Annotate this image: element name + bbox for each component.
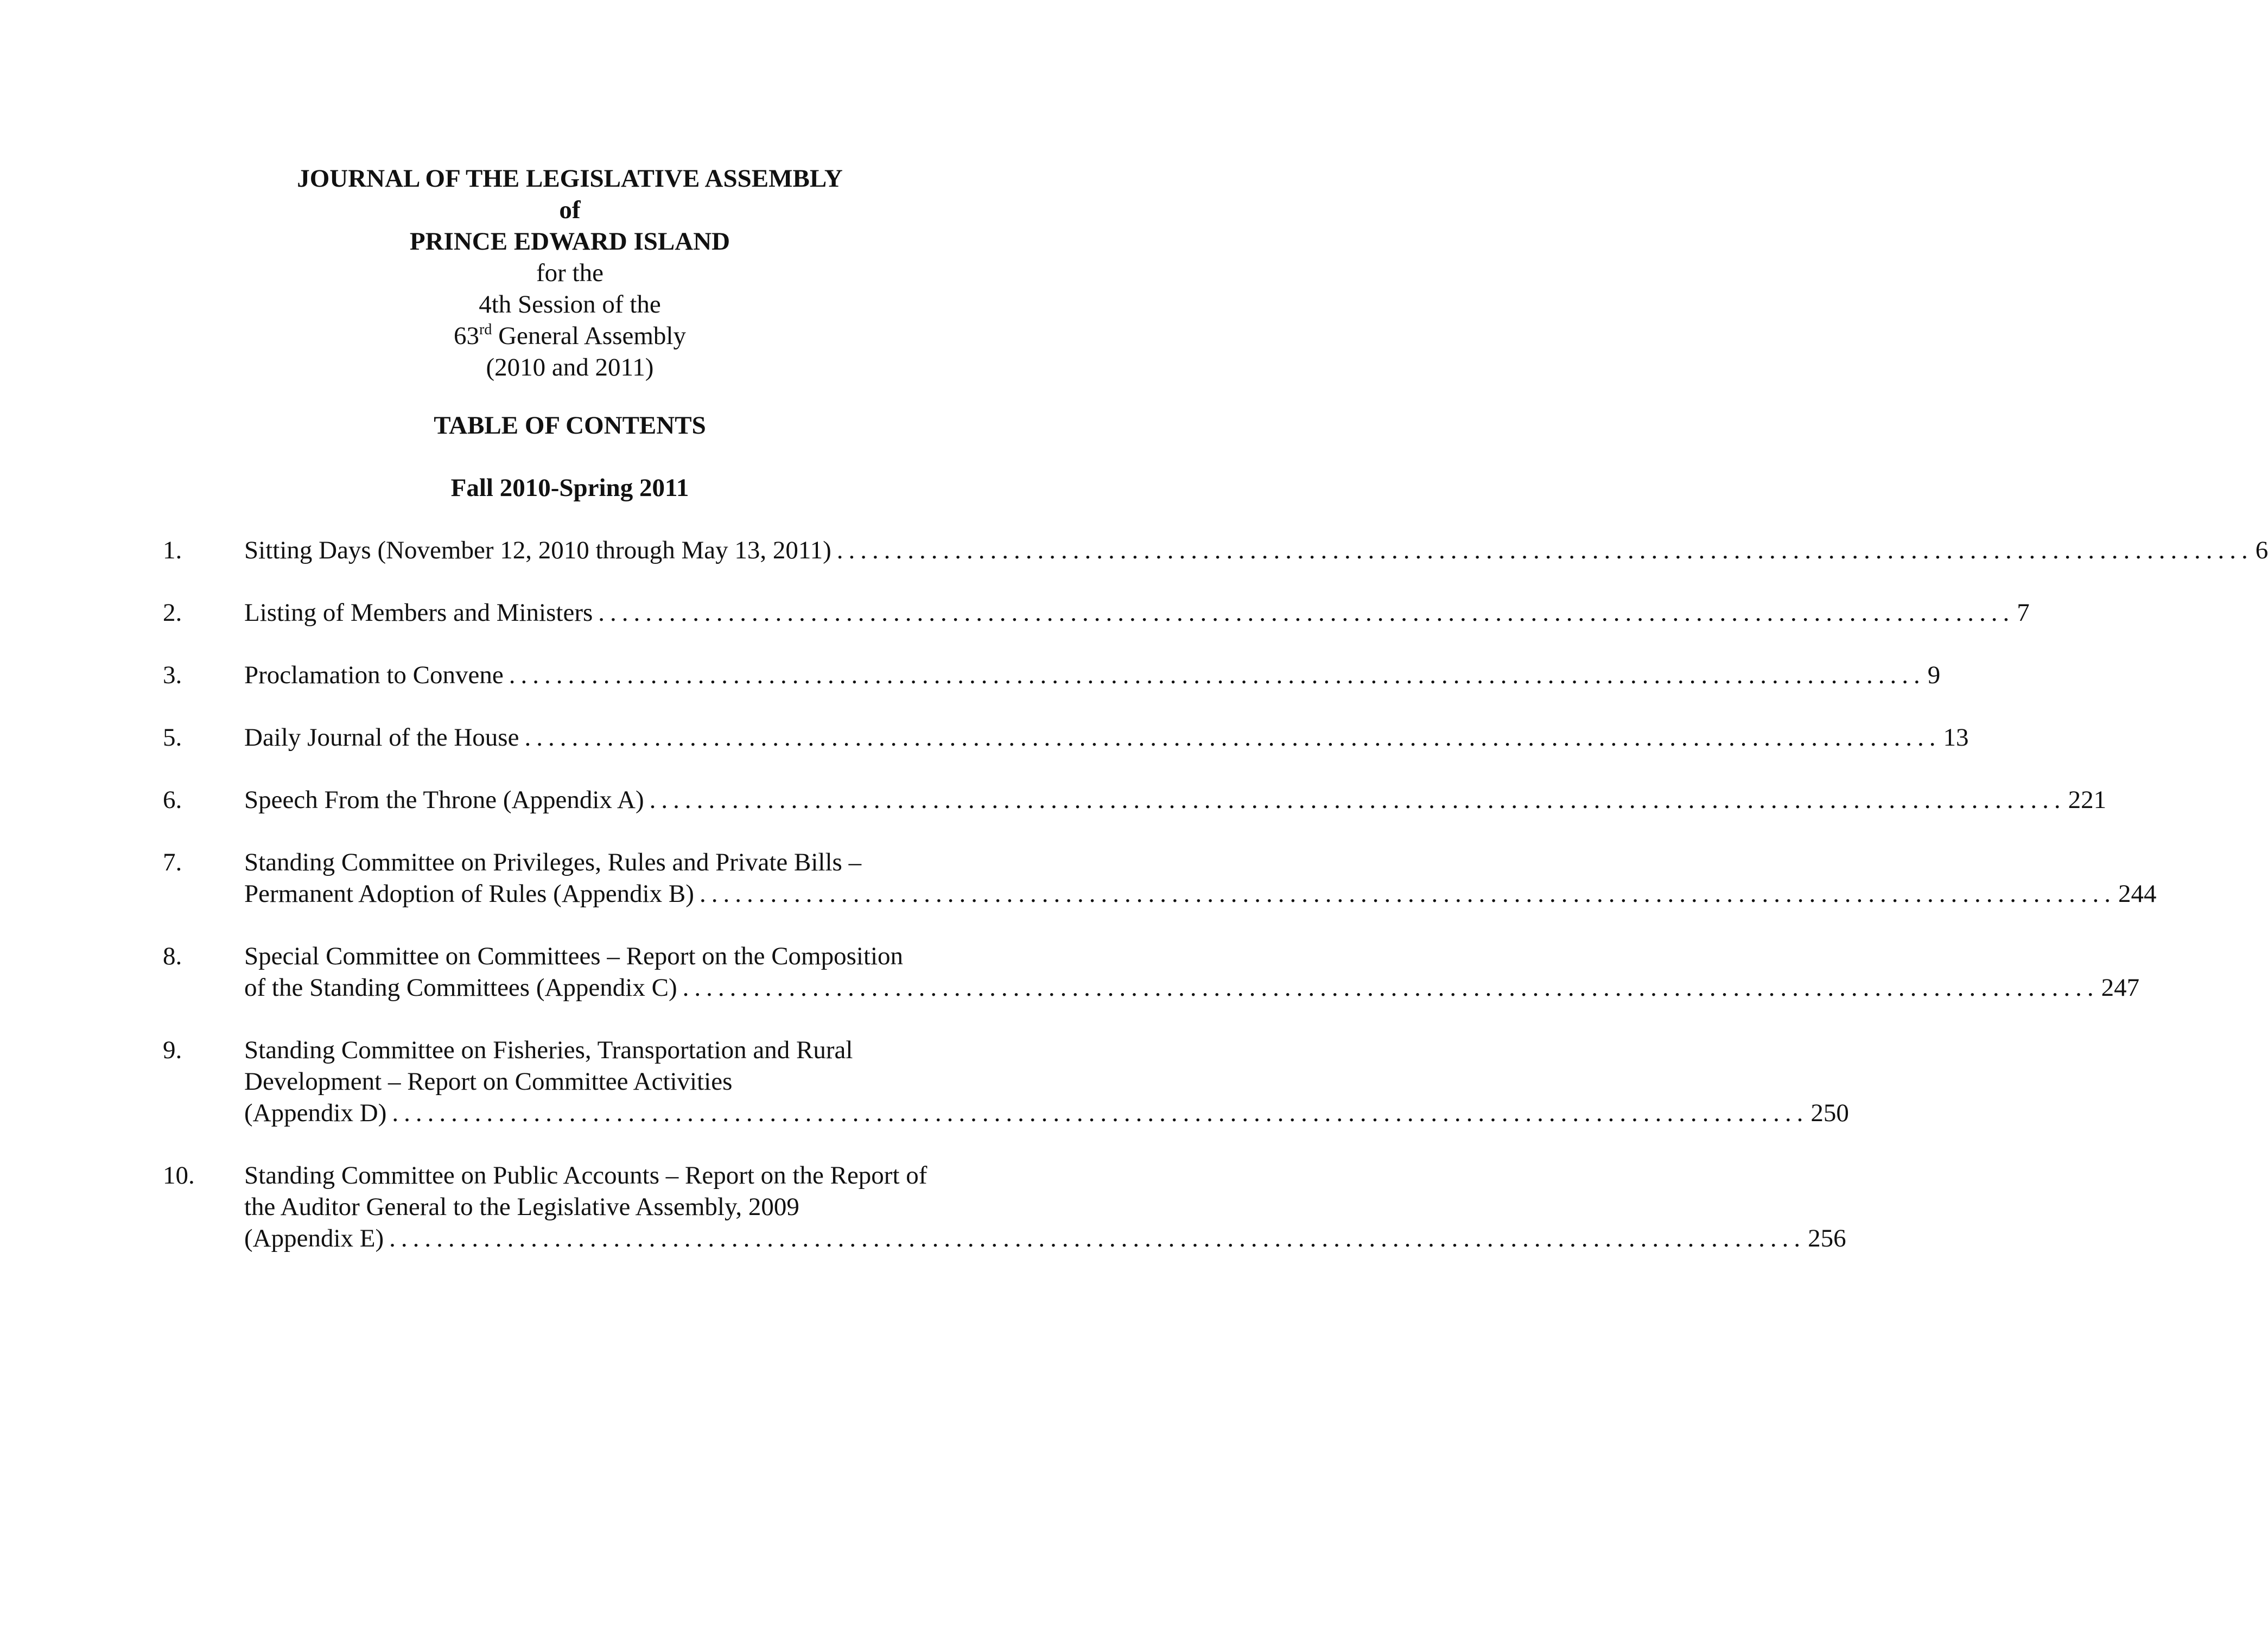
toc-entry-page-number: 221 (2068, 786, 2107, 814)
toc-entry-title: Speech From the Throne (Appendix A) (244, 786, 644, 814)
toc-entry[interactable] (163, 847, 2157, 910)
toc-entry-title-line: the Auditor General to the Legislative Assembly, 2009 (244, 1193, 799, 1221)
toc-entry[interactable] (163, 722, 1969, 753)
dot-leader: ........................................................................................................................ (389, 1224, 1806, 1252)
assembly-ordinal-suffix: rd (479, 321, 492, 338)
dot-leader: ........................................................................................................................ (524, 723, 1941, 752)
toc-period: Fall 2010-Spring 2011 (450, 474, 689, 502)
toc-entry-page-number: 247 (2101, 974, 2140, 1002)
dot-leader: ........................................................................................................................ (598, 599, 2015, 627)
toc-entry-number: 6. (163, 786, 182, 814)
toc-entry-title: of the Standing Committees (Appendix C) (244, 974, 677, 1002)
toc-entry-title: Proclamation to Convene (244, 661, 504, 689)
header-subtitle-line-3 (0, 320, 1140, 352)
header-title-line-3: PRINCE EDWARD ISLAND (409, 227, 730, 256)
toc-entry-title-line: Standing Committee on Public Accounts – Report on the Report of (244, 1161, 927, 1190)
header-subtitle-line-1: for the (536, 259, 603, 287)
dot-leader: ........................................................................................................................ (836, 536, 2253, 564)
dot-leader: ........................................................................................................................ (392, 1099, 1809, 1127)
dot-leader: ........................................................................................................................ (649, 786, 2066, 814)
header-years: (2010 and 2011) (486, 353, 654, 381)
toc-entry-number: 5. (163, 723, 182, 752)
toc-entry-number: 2. (163, 599, 182, 627)
toc-entry[interactable] (163, 1034, 1849, 1129)
document-header (0, 163, 1140, 383)
toc-entry-page-number: 244 (2118, 880, 2157, 908)
toc-entry-number: 8. (163, 942, 182, 970)
toc-entry-page-number: 250 (1810, 1099, 1849, 1127)
toc-entry-number: 1. (163, 536, 182, 564)
toc-entry-title: Daily Journal of the House (244, 723, 519, 752)
toc-entry-number: 9. (163, 1036, 182, 1064)
toc-entry-page-number: 13 (1943, 723, 1969, 752)
toc-entry[interactable] (163, 1160, 1846, 1254)
toc-entry-title-line: Special Committee on Committees – Report on the Composition (244, 942, 904, 970)
dot-leader: ........................................................................................................................ (509, 661, 1926, 689)
toc-entry-number: 7. (163, 848, 182, 876)
toc-entry[interactable] (163, 940, 2140, 1003)
toc-entry-title-line: Standing Committee on Fisheries, Transportation and Rural (244, 1036, 853, 1064)
toc-entry-title: Listing of Members and Ministers (244, 599, 593, 627)
toc-entry[interactable] (163, 659, 1941, 691)
header-title-line-2: of (559, 196, 581, 224)
table-of-contents (163, 535, 2268, 1285)
header-subtitle-line-2: 4th Session of the (479, 290, 661, 319)
toc-entry-title: (Appendix E) (244, 1224, 384, 1252)
assembly-label: General Assembly (492, 322, 686, 350)
toc-entry-page-number: 6 (2255, 536, 2268, 564)
toc-entry[interactable] (163, 535, 2268, 566)
toc-entry-number: 10. (163, 1161, 195, 1190)
toc-entry-title-line: Development – Report on Committee Activities (244, 1067, 733, 1096)
toc-entry[interactable] (163, 784, 2107, 816)
dot-leader: ........................................................................................................................ (699, 880, 2116, 908)
toc-entry[interactable] (163, 597, 2030, 628)
toc-entry-title: (Appendix D) (244, 1099, 387, 1127)
toc-entry-page-number: 256 (1808, 1224, 1846, 1252)
toc-entry-title: Sitting Days (November 12, 2010 through May 13, 2011) (244, 536, 831, 564)
toc-heading: TABLE OF CONTENTS (434, 411, 706, 440)
dot-leader: ........................................................................................................................ (682, 974, 2099, 1002)
header-title-line-1: JOURNAL OF THE LEGISLATIVE ASSEMBLY (297, 164, 843, 193)
toc-entry-page-number: 9 (1927, 661, 1941, 689)
assembly-number: 63 (454, 322, 480, 350)
toc-entry-title: Permanent Adoption of Rules (Appendix B) (244, 880, 694, 908)
toc-entry-page-number: 7 (2017, 599, 2030, 627)
toc-entry-title-line: Standing Committee on Privileges, Rules and Private Bills – (244, 848, 862, 876)
toc-entry-number: 3. (163, 661, 182, 689)
